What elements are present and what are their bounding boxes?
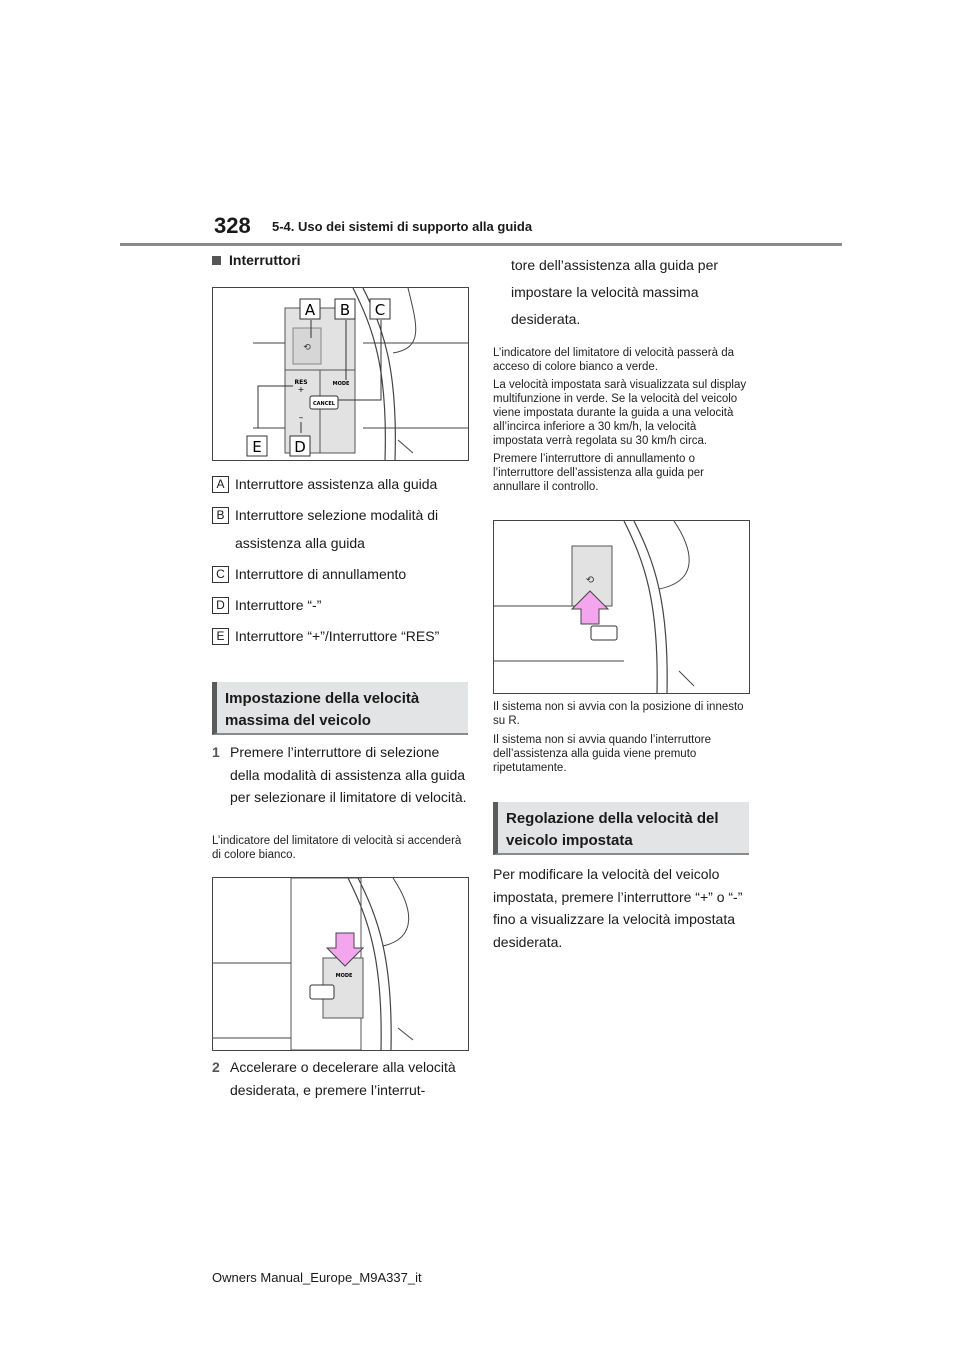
footer-text: Owners Manual_Europe_M9A337_it [212,1270,422,1285]
switches-subheading [212,252,301,268]
fig2-mode-label: MODE [335,973,353,979]
legend-letter: B [212,507,229,524]
legend-item [212,622,468,650]
plus-label: + [297,385,305,394]
adjust-heading: Regolazione della velocità del veicolo impostata [493,802,749,855]
step-1-note: L’indicatore del limitatore di velocità si accenderà di colore bianco. [212,835,462,861]
mode-label: MODE [332,381,350,387]
legend-item [212,560,468,588]
legend-letter: C [212,566,229,583]
adjust-paragraph: Per modificare la velocità del veicolo impostata, premere l’interruttore “+” o “-” fino a visualizzare la velocità impostata desiderata. [493,866,743,950]
legend-letter: A [212,476,229,493]
legend-letter: D [212,597,229,614]
square-bullet-icon [212,256,221,265]
legend-text: Interruttore “-” [235,597,322,613]
cancel-label: CANCEL [313,401,335,407]
legend-text: Interruttore di annullamento [235,566,407,582]
callout-a: A [304,301,316,319]
note-paragraph: Il sistema non si avvia con la posizione di innesto su R. [493,701,744,727]
callout-e: E [252,438,262,456]
step-2-continuation: tore dell’assistenza alla guida per impostare la velocità massima desiderata. [511,257,719,327]
step-1 [212,741,468,809]
svg-text:⟲: ⟲ [303,343,311,353]
callout-d: D [294,438,306,456]
legend-item [212,591,468,619]
callout-b: B [339,301,351,319]
minus-label: – [298,413,304,423]
res-label: RES [294,379,308,386]
right-notes [493,346,749,498]
step-number: 2 [212,1059,220,1075]
step-text: Accelerare o decelerare alla velocità desiderata, e premere l’interrut- [230,1059,456,1098]
setting-heading: Impostazione della velocità massima del veicolo [212,682,468,735]
note-paragraph: Il sistema non si avvia quando l’interruttore dell’assistenza alla guida viene premuto ripetutamente. [493,734,711,774]
legend-item [212,501,468,557]
switches-figure [212,287,469,461]
callout-c: C [374,301,386,319]
note-paragraph: L’indicatore del limitatore di velocità passerà da acceso di colore bianco a verde. [493,347,734,373]
section-title: 5-4. Uso dei sistemi di supporto alla guida [272,219,533,234]
figure-3-notes [493,700,749,780]
legend-letter: E [212,628,229,645]
note-paragraph: Premere l’interruttore di annullamento o l’interruttore dell’assistenza alla guida per annullare il controllo. [493,453,704,493]
assist-switch-press-illustration [494,521,749,693]
assist-press-figure [493,520,750,694]
svg-text:⟲: ⟲ [585,575,595,586]
step-text: Premere l’interruttore di selezione della modalità di assistenza alla guida per selezionare il limitatore di velocità. [230,744,467,805]
step-number: 1 [212,744,220,760]
page-number: 328 [214,213,251,238]
legend-item [212,470,468,498]
steering-switches-illustration [213,288,468,460]
note-paragraph: La velocità impostata sarà visualizzata sul display multifunzione in verde. Se la velocità del veicolo viene impostata durante la guida a una velocità all’incirca inferiore a 30 km/h, la velocità impostata verrà regolata su 30 km/h circa. [493,379,747,447]
legend-text: Interruttore assistenza alla guida [235,476,438,492]
legend-text: Interruttore “+”/Interruttore “RES” [235,628,440,644]
switches-legend [212,470,468,653]
mode-switch-press-illustration [213,878,468,1050]
legend-text: Interruttore selezione modalità di assistenza alla guida [235,507,439,551]
step-2 [212,1056,468,1101]
switches-subheading-label: Interruttori [229,252,301,268]
header-divider [120,243,842,246]
mode-press-figure [212,877,469,1051]
